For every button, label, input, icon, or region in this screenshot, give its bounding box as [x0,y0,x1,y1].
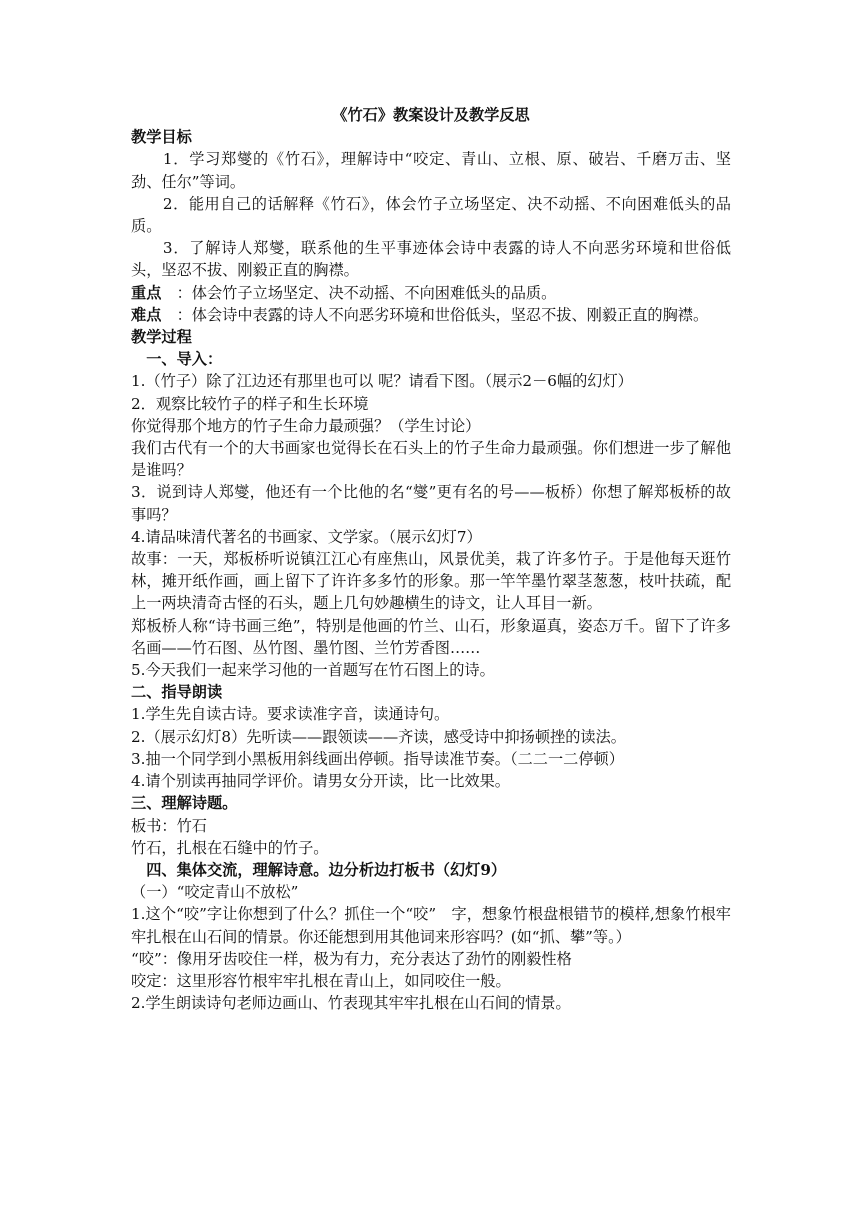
process-heading: 教学过程 [131,328,192,347]
paragraph: 2.（展示幻灯8）先听读——跟领读——齐读，感受诗中抑扬顿挫的读法。 [131,727,626,746]
paragraph: 4.请个别读再抽同学评价。请男女分开读，比一比效果。 [131,772,510,791]
goal-item: 2．能用自己的话解释《竹石》，体会竹子立场坚定、决不动摇、不向困难低头的品质。 [131,194,731,236]
paragraph: 1.这个“咬”字让你想到了什么？抓住一个“咬” 字，想象竹根盘根错节的模样,想象竹根牢牢扎根在山石间的情景。你还能想到用其他词来形容吗？(如“抓、攀”等。） [131,905,731,946]
key-point-text: ：体会竹子立场坚定、决不动摇、不向困难低头的品质。 [161,283,557,302]
difficult-point-text: ：体会诗中表露的诗人不向恶劣环境和世俗低头，坚忍不拔、刚毅正直的胸襟。 [161,305,709,324]
section-heading: 四、集体交流，理解诗意。边分析边打板书（幻灯9） [146,860,507,879]
paragraph: 1.（竹子）除了江边还有那里也可以 呢？请看下图。（展示2－6幅的幻灯） [131,372,633,391]
section-heading: 二、指导朗读 [131,683,223,702]
goal-item: 3．了解诗人郑燮，联系他的生平事迹体会诗中表露的诗人不向恶劣环境和世俗低头，坚忍不拔、刚毅正直的胸襟。 [131,239,731,280]
paragraph: 我们古代有一个的大书画家也觉得长在石头上的竹子生命力最顽强。你们想进一步了解他是谁吗？ [131,439,731,480]
paragraph: “咬”：像用牙齿咬住一样，极为有力，充分表达了劲竹的刚毅性格 [131,949,572,968]
paragraph: 故事：一天，郑板桥听说镇江江心有座焦山，风景优美，栽了许多竹子。于是他每天逛竹林，摊开纸作画，画上留下了许许多多竹的形象。那一竿竿墨竹翠茎葱葱，枝叶扶疏，配上一两块清奇古怪的石头，题上几句妙趣横生的诗文，让人耳目一新。 [131,550,731,613]
goals-heading: 教学目标 [131,128,192,147]
subsection-heading: （一）“咬定青山不放松” [131,883,299,902]
key-point-label: 重点 [131,283,162,302]
paragraph: 竹石，扎根在石缝中的竹子。 [131,838,329,857]
difficult-point [131,304,731,326]
paragraph: 2．观察比较竹子的样子和生长环境 [131,394,369,413]
paragraph: 3.抽一个同学到小黑板用斜线画出停顿。指导读准节奏。（二二一二停顿） [131,749,624,768]
paragraph: 4.请品味清代著名的书画家、文学家。（展示幻灯7） [131,527,482,546]
paragraph: 板书：竹石 [131,816,207,835]
paragraph: 5.今天我们一起来学习他的一首题写在竹石图上的诗。 [131,661,495,680]
paragraph: 郑板桥人称“诗书画三绝”，特别是他画的竹兰、山石，形象逼真，姿态万千。留下了许多名画——竹石图、丛竹图、墨竹图、兰竹芳香图…… [131,616,731,657]
difficult-point-label: 难点 [131,305,162,324]
paragraph: 3．说到诗人郑燮，他还有一个比他的名“燮”更有名的号——板桥）你想了解郑板桥的故事吗？ [131,483,731,524]
key-point [131,282,731,304]
goal-item: 1．学习郑燮的《竹石》，理解诗中“咬定、青山、立根、原、破岩、千磨万击、坚劲、任尔”等词。 [131,150,731,191]
document-title: 《竹石》教案设计及教学反思 [332,106,530,124]
paragraph: 咬定：这里形容竹根牢牢扎根在青山上，如同咬住一般。 [131,971,511,990]
section-heading: 一、导入： [146,350,223,369]
document-page [131,104,731,1014]
paragraph: 你觉得那个地方的竹子生命力最顽强？（学生讨论） [131,416,481,435]
section-heading: 三、理解诗题。 [131,794,238,813]
paragraph: 2.学生朗读诗句老师边画山、竹表现其牢牢扎根在山石间的情景。 [131,994,571,1013]
paragraph: 1.学生先自读古诗。要求读准字音，读通诗句。 [131,705,450,724]
